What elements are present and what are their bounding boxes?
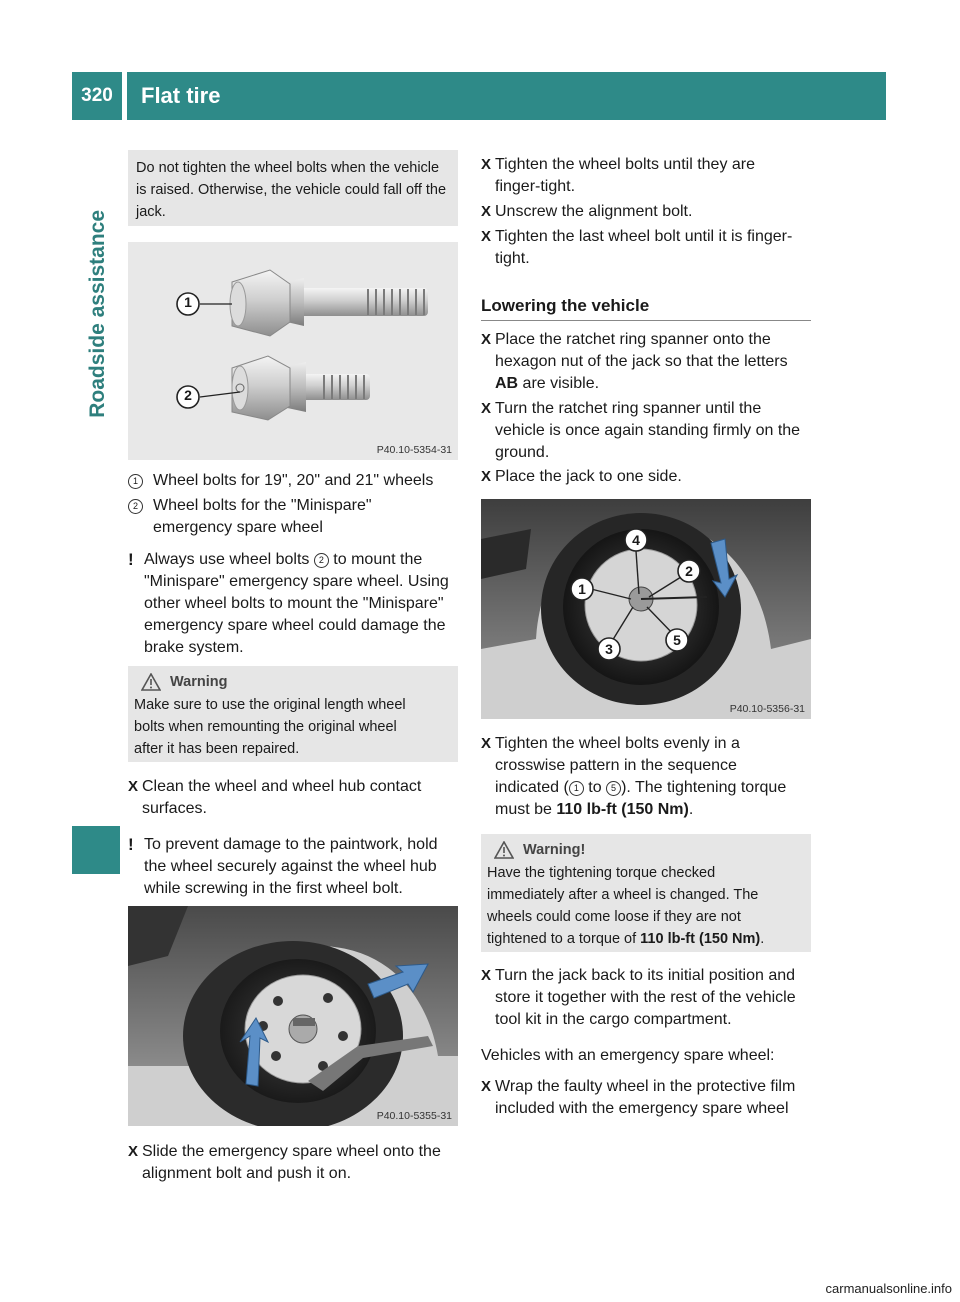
step-marker: X bbox=[128, 778, 139, 795]
callout-1: 1 bbox=[578, 581, 586, 597]
legend-text: Wheel bolts for the "Minispare" bbox=[153, 497, 372, 514]
step-text: to bbox=[583, 779, 607, 796]
step-text: finger-tight. bbox=[495, 178, 576, 195]
warning-text-bold: 110 lb-ft (150 Nm) bbox=[640, 931, 761, 947]
step-text: Tighten the wheel bolts evenly in a bbox=[495, 735, 740, 752]
caution-text: while screwing in the first wheel bolt. bbox=[144, 880, 403, 897]
warning-icon bbox=[494, 841, 514, 859]
step-marker: X bbox=[128, 1143, 139, 1160]
warning-box bbox=[128, 666, 458, 762]
callout-1: 1 bbox=[184, 294, 192, 310]
figure-ref: P40.10-5354-31 bbox=[376, 444, 452, 456]
warning-text: bolts when remounting the original wheel bbox=[134, 719, 397, 735]
step-marker: X bbox=[481, 228, 492, 245]
step-marker: X bbox=[481, 735, 492, 752]
figure-tightening-sequence bbox=[481, 499, 811, 719]
step-item bbox=[481, 1076, 813, 1120]
step-text: Turn the jack back to its initial position and bbox=[495, 967, 796, 984]
callout-3: 3 bbox=[605, 641, 613, 657]
step-item bbox=[481, 329, 813, 395]
step-text: must be bbox=[495, 801, 557, 818]
warning-text: Make sure to use the original length wheel bbox=[134, 697, 406, 713]
step-text: alignment bolt and push it on. bbox=[142, 1165, 352, 1182]
caution-block bbox=[128, 834, 463, 900]
step-text: indicated ( bbox=[495, 779, 569, 796]
legend-num: 2 bbox=[128, 499, 143, 514]
callout-5: 5 bbox=[673, 632, 681, 648]
step-item bbox=[481, 201, 813, 223]
note-box bbox=[128, 150, 458, 226]
step-marker: X bbox=[481, 156, 492, 173]
section-title: Lowering the vehicle bbox=[481, 296, 650, 315]
step-text: Slide the emergency spare wheel onto the bbox=[142, 1143, 441, 1160]
step-text: hexagon nut of the jack so that the letters bbox=[495, 353, 788, 370]
step-item bbox=[128, 1141, 458, 1185]
step-text: tool kit in the cargo compartment. bbox=[495, 1011, 732, 1028]
callout-2: 2 bbox=[685, 563, 693, 579]
caution-text: other wheel bolts to mount the "Minispare" bbox=[144, 595, 444, 612]
step-text: included with the emergency spare wheel bbox=[495, 1100, 789, 1117]
legend-item-2 bbox=[128, 495, 458, 539]
step-text: Clean the wheel and wheel hub contact bbox=[142, 778, 422, 795]
warning-icon bbox=[141, 673, 161, 691]
step-marker: X bbox=[481, 203, 492, 220]
step-text: crosswise pattern in the sequence bbox=[495, 757, 737, 774]
step-item bbox=[128, 776, 458, 820]
step-marker: X bbox=[481, 468, 492, 485]
warning-text: Have the tightening torque checked bbox=[487, 865, 716, 881]
step-text: ). The tightening torque bbox=[621, 779, 787, 796]
sidebar-label: Roadside assistance bbox=[86, 210, 109, 418]
step-text: Wrap the faulty wheel in the protective film bbox=[495, 1078, 796, 1095]
warning-text: immediately after a wheel is changed. The bbox=[487, 887, 759, 903]
step-text: Unscrew the alignment bolt. bbox=[495, 203, 693, 220]
caution-text: To prevent damage to the paintwork, hold bbox=[144, 836, 438, 853]
step-text: are visible. bbox=[518, 375, 600, 392]
step-text: ground. bbox=[495, 444, 550, 461]
legend-text: Wheel bolts for 19", 20" and 21" wheels bbox=[153, 472, 434, 489]
tightening-sequence-illustration bbox=[481, 499, 811, 719]
ref-num: 5 bbox=[606, 781, 621, 796]
figure-wheel-bolts bbox=[128, 242, 458, 460]
step-text: tight. bbox=[495, 250, 530, 267]
exclamation-icon: ! bbox=[128, 550, 134, 569]
body-text: Vehicles with an emergency spare wheel: bbox=[481, 1047, 775, 1064]
step-marker: X bbox=[481, 331, 492, 348]
step-text-bold: AB bbox=[495, 375, 519, 392]
legend-num: 1 bbox=[128, 474, 143, 489]
page-number: 320 bbox=[72, 72, 122, 120]
wheel-bolts-illustration bbox=[128, 242, 458, 460]
exclamation-icon: ! bbox=[128, 835, 134, 854]
sidebar-marker bbox=[72, 826, 120, 874]
step-item bbox=[481, 226, 813, 270]
ref-num: 2 bbox=[314, 553, 329, 568]
warning-text: wheels could come loose if they are not bbox=[487, 909, 741, 925]
mount-spare-illustration bbox=[128, 906, 458, 1126]
ref-num: 1 bbox=[569, 781, 584, 796]
step-text: surfaces. bbox=[142, 800, 207, 817]
caution-text: Always use wheel bolts bbox=[144, 551, 314, 568]
step-marker: X bbox=[481, 400, 492, 417]
step-item bbox=[481, 398, 813, 464]
step-marker: X bbox=[481, 967, 492, 984]
step-item bbox=[481, 965, 813, 1031]
step-marker: X bbox=[481, 1078, 492, 1095]
figure-ref: P40.10-5355-31 bbox=[376, 1110, 452, 1122]
warning-title: Warning! bbox=[523, 842, 586, 858]
caution-text: emergency spare wheel could damage the bbox=[144, 617, 446, 634]
step-text: Tighten the wheel bolts until they are bbox=[495, 156, 756, 173]
warning-text: after it has been repaired. bbox=[134, 741, 300, 757]
step-item bbox=[481, 154, 813, 198]
page-title: Flat tire bbox=[127, 72, 886, 120]
warning-title: Warning bbox=[170, 674, 228, 690]
caution-block bbox=[128, 549, 463, 661]
step-text: store it together with the rest of the vehicle bbox=[495, 989, 796, 1006]
step-text: Tighten the last wheel bolt until it is finger- bbox=[495, 228, 793, 245]
section-divider bbox=[481, 320, 811, 321]
step-item bbox=[481, 466, 813, 488]
warning-text: tightened to a torque of bbox=[487, 931, 641, 947]
note-text: Do not tighten the wheel bolts when the vehicle is raised. Otherwise, the vehicle could fall off the jack. bbox=[136, 160, 447, 220]
caution-text: to mount the bbox=[328, 551, 423, 568]
callout-2: 2 bbox=[184, 387, 192, 403]
caution-text: brake system. bbox=[144, 639, 244, 656]
watermark-text: carmanualsonline.info bbox=[825, 1281, 952, 1296]
callout-4: 4 bbox=[632, 532, 640, 548]
warning-text: . bbox=[760, 931, 765, 947]
step-text: Place the jack to one side. bbox=[495, 468, 682, 485]
step-text: Place the ratchet ring spanner onto the bbox=[495, 331, 771, 348]
figure-ref: P40.10-5356-31 bbox=[729, 703, 805, 715]
step-text: vehicle is once again standing firmly on the bbox=[495, 422, 801, 439]
step-text: . bbox=[688, 801, 694, 818]
step-text: Turn the ratchet ring spanner until the bbox=[495, 400, 762, 417]
figure-mount-spare bbox=[128, 906, 458, 1126]
caution-text: the wheel securely against the wheel hub bbox=[144, 858, 437, 875]
warning-box bbox=[481, 834, 811, 952]
step-text-bold: 110 lb-ft (150 Nm) bbox=[556, 801, 689, 818]
legend-text: emergency spare wheel bbox=[153, 519, 323, 536]
step-item bbox=[481, 733, 813, 821]
sidebar-section bbox=[83, 210, 113, 770]
caution-text: "Minispare" emergency spare wheel. Using bbox=[144, 573, 449, 590]
